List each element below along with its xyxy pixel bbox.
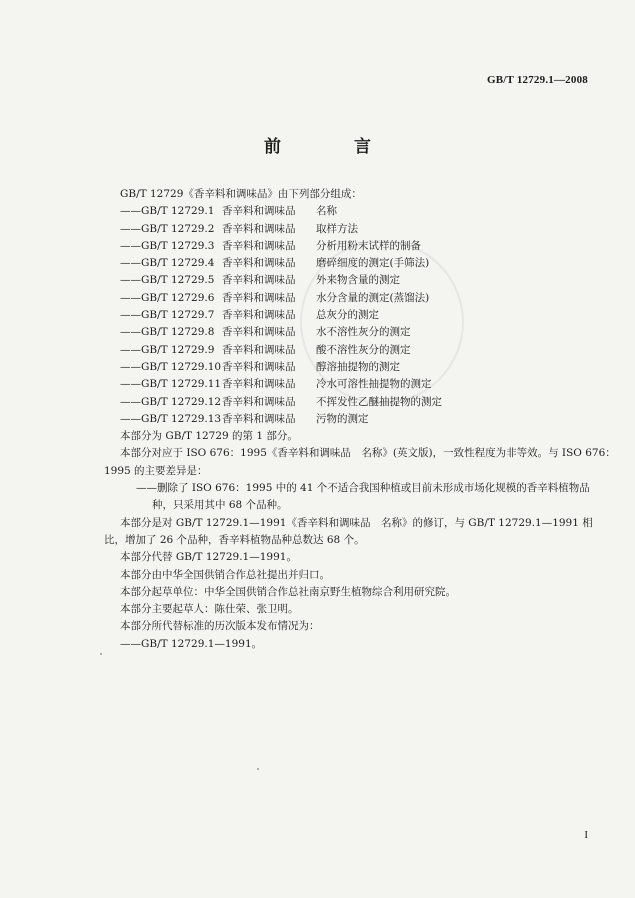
part-code: ——GB/T 12729.4 xyxy=(120,257,215,270)
difference-item-line1: ——删除了 ISO 676：1995 中的 41 个不适合我国种植或目前未形成市场化规模的香辛料植物品 xyxy=(136,482,590,495)
part-name: 香辛料和调味品 xyxy=(222,378,296,391)
list-item xyxy=(104,221,599,238)
paragraph-revision-line2: 比，增加了 26 个品种，香辛料植物品种总数达 68 个。 xyxy=(104,533,365,546)
paragraph-history-item: ——GB/T 12729.1—1991。 xyxy=(120,637,263,650)
part-subtitle: 污物的测定 xyxy=(316,412,369,425)
part-name: 香辛料和调味品 xyxy=(222,343,296,356)
part-code: ——GB/T 12729.7 xyxy=(120,309,215,322)
part-subtitle: 总灰分的测定 xyxy=(316,309,379,322)
scan-speck xyxy=(100,653,102,655)
part-name: 香辛料和调味品 xyxy=(222,239,296,252)
list-item xyxy=(104,203,599,220)
part-subtitle: 外来物含量的测定 xyxy=(316,274,400,287)
part-code: ——GB/T 12729.6 xyxy=(120,291,215,304)
paragraph-iso-correspondence-line2: 1995 的主要差异是： xyxy=(104,464,208,477)
part-code: ——GB/T 12729.10 xyxy=(120,360,222,373)
list-item xyxy=(104,290,599,307)
standard-code-header: GB/T 12729.1—2008 xyxy=(487,74,588,86)
part-name: 香辛料和调味品 xyxy=(222,291,296,304)
paragraph-drafting-unit: 本部分起草单位：中华全国供销合作总社南京野生植物综合利用研究院。 xyxy=(120,585,456,598)
paragraph-drafters: 本部分主要起草人：陈仕荣、张卫明。 xyxy=(120,603,299,616)
part-code: ——GB/T 12729.1 xyxy=(120,205,215,218)
difference-item-line2: 种，只采用其中 68 个品种。 xyxy=(152,499,288,512)
part-code: ——GB/T 12729.11 xyxy=(120,378,222,391)
part-subtitle: 取样方法 xyxy=(316,222,358,235)
list-item xyxy=(104,272,599,289)
part-name: 香辛料和调味品 xyxy=(222,395,296,408)
part-code: ——GB/T 12729.13 xyxy=(120,412,222,425)
foreword-body xyxy=(104,186,616,653)
page-number: I xyxy=(584,829,588,841)
part-name: 香辛料和调味品 xyxy=(222,360,296,373)
part-subtitle: 酸不溶性灰分的测定 xyxy=(316,343,411,356)
list-item xyxy=(104,342,599,359)
part-code: ——GB/T 12729.2 xyxy=(120,222,215,235)
part-name: 香辛料和调味品 xyxy=(222,274,296,287)
intro-line: GB/T 12729《香辛料和调味品》由下列部分组成： xyxy=(120,188,362,200)
part-subtitle: 名称 xyxy=(316,205,337,218)
list-item xyxy=(104,394,599,411)
part-name: 香辛料和调味品 xyxy=(222,257,296,270)
paragraph-replaces: 本部分代替 GB/T 12729.1—1991。 xyxy=(120,551,297,564)
part-code: ——GB/T 12729.5 xyxy=(120,274,215,287)
part-name: 香辛料和调味品 xyxy=(222,326,296,339)
list-item xyxy=(104,359,599,376)
part-code: ——GB/T 12729.12 xyxy=(120,395,222,408)
part-name: 香辛料和调味品 xyxy=(222,205,296,218)
paragraph-part-number: 本部分为 GB/T 12729 的第 1 部分。 xyxy=(120,430,298,443)
part-subtitle: 不挥发性乙醚抽提物的测定 xyxy=(316,395,442,408)
list-item xyxy=(104,238,599,255)
part-subtitle: 冷水可溶性抽提物的测定 xyxy=(316,378,432,391)
list-item xyxy=(104,376,599,393)
part-name: 香辛料和调味品 xyxy=(222,412,296,425)
paragraph-history-intro: 本部分所代替标准的历次版本发布情况为： xyxy=(120,620,320,633)
part-subtitle: 水不溶性灰分的测定 xyxy=(316,326,411,339)
part-code: ——GB/T 12729.8 xyxy=(120,326,215,339)
list-item xyxy=(104,324,599,341)
part-subtitle: 分析用粉末试样的制备 xyxy=(316,239,421,252)
part-subtitle: 磨碎细度的测定(手筛法) xyxy=(316,257,430,270)
paragraph-iso-correspondence-line1: 本部分对应于 ISO 676：1995《香辛料和调味品 名称》(英文版)，一致性程度为非等效。与 ISO 676： xyxy=(120,447,616,460)
paragraph-revision-line1: 本部分是对 GB/T 12729.1—1991《香辛料和调味品 名称》的修订，与 GB/T 12729.1—1991 相 xyxy=(120,516,593,529)
page-title: 前 言 xyxy=(264,137,399,157)
scan-speck xyxy=(257,768,259,770)
paragraph-proposer: 本部分由中华全国供销合作总社提出并归口。 xyxy=(120,568,330,581)
part-subtitle: 醇溶抽提物的测定 xyxy=(316,360,400,373)
part-name: 香辛料和调味品 xyxy=(222,309,296,322)
parts-list xyxy=(104,203,599,428)
list-item xyxy=(104,307,599,324)
list-item xyxy=(104,411,599,428)
list-item xyxy=(104,255,599,272)
part-code: ——GB/T 12729.9 xyxy=(120,343,215,356)
part-subtitle: 水分含量的测定(蒸馏法) xyxy=(316,291,430,304)
part-code: ——GB/T 12729.3 xyxy=(120,239,215,252)
part-name: 香辛料和调味品 xyxy=(222,222,296,235)
